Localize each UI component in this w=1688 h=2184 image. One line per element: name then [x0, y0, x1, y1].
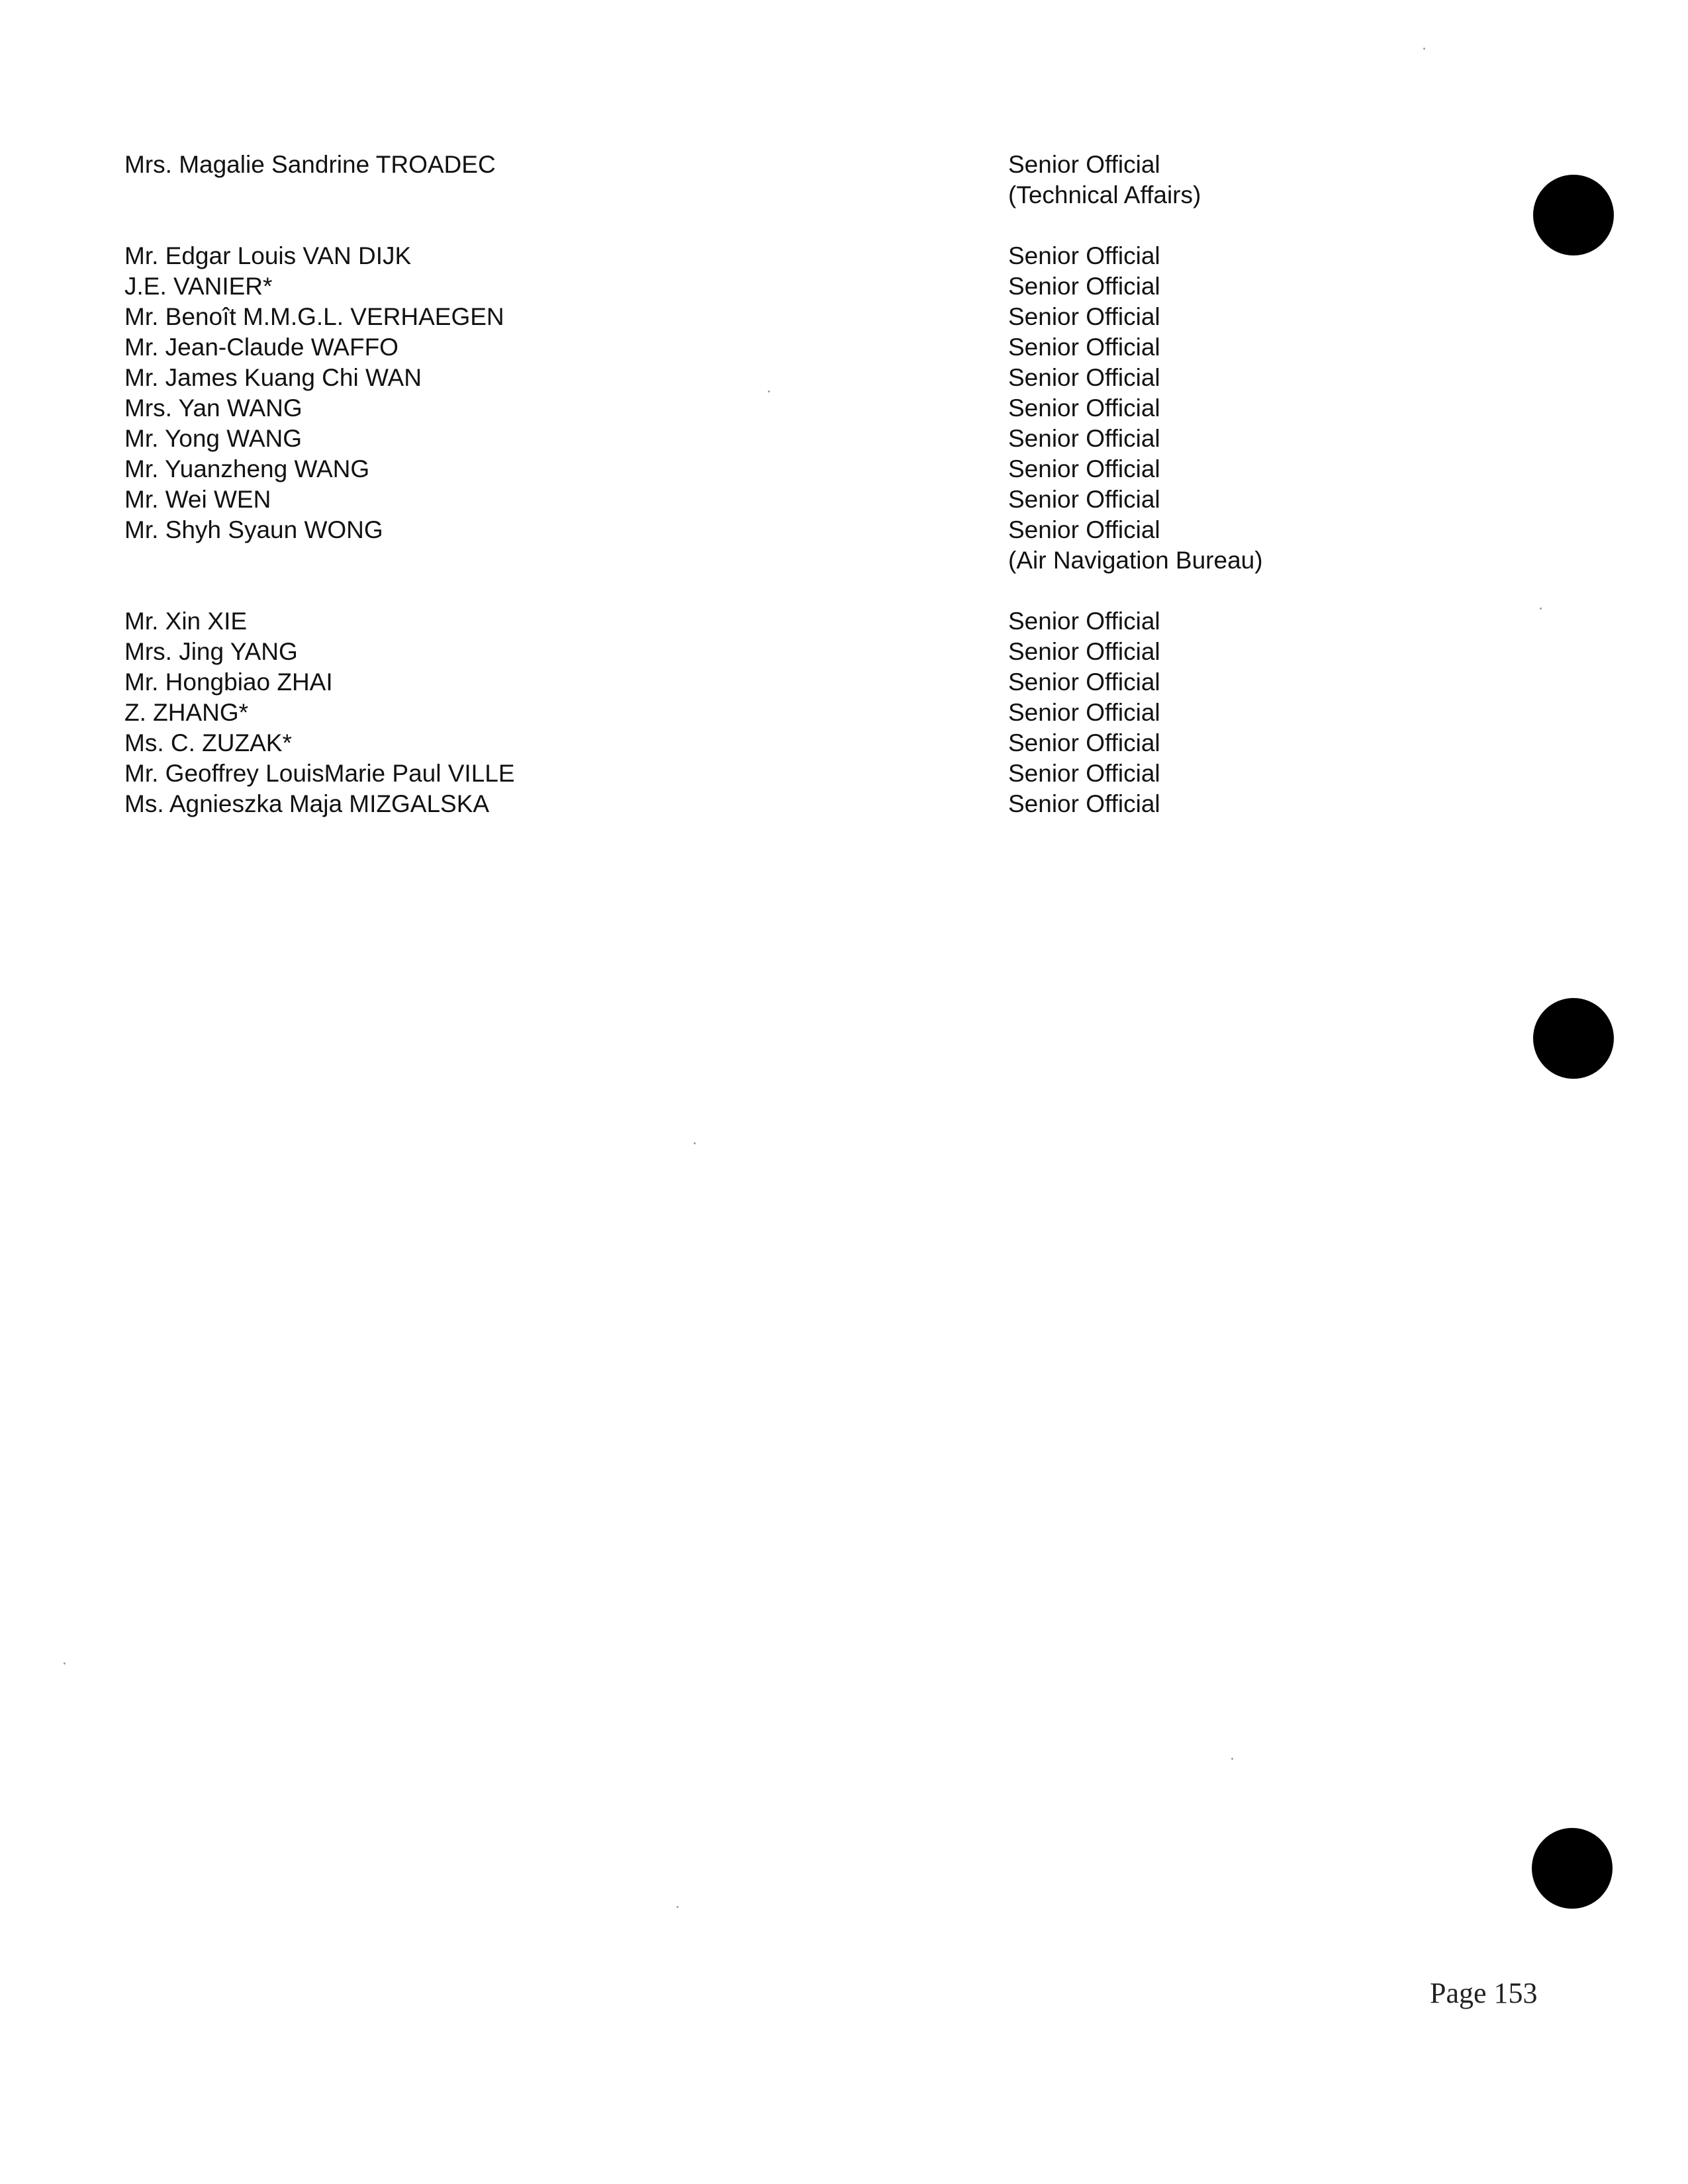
person-name: Mr. Xin XIE — [124, 608, 248, 635]
person-name: Mr. Jean-Claude WAFFO — [124, 334, 399, 361]
person-name: J.E. VANIER* — [124, 273, 273, 300]
title-text: Senior Official — [1008, 516, 1160, 543]
page-number: Page 153 — [1430, 1977, 1538, 2009]
list-item — [124, 698, 1548, 728]
list-item — [124, 393, 1548, 424]
person-title: Senior Official — [1008, 364, 1160, 391]
person-title: Senior Official — [1008, 729, 1160, 756]
list-item — [124, 150, 1548, 210]
person-title: Senior Official — [1008, 425, 1160, 452]
person-name: Mr. Edgar Louis VAN DIJK — [124, 242, 412, 269]
scan-speck — [694, 1142, 696, 1144]
list-item — [124, 515, 1548, 576]
list-item — [124, 271, 1548, 302]
punch-hole-icon — [1533, 998, 1614, 1079]
list-item — [124, 454, 1548, 484]
scan-speck — [677, 1906, 679, 1908]
title-subtitle: (Air Navigation Bureau) — [1008, 547, 1263, 574]
person-name: Mr. Geoffrey LouisMarie Paul VILLE — [124, 760, 515, 787]
list-item — [124, 789, 1548, 819]
person-title — [1008, 150, 1201, 210]
person-name: Mr. Hongbiao ZHAI — [124, 668, 333, 696]
person-title — [1008, 515, 1263, 576]
list-item — [124, 332, 1548, 363]
person-title: Senior Official — [1008, 638, 1160, 665]
person-name: Ms. C. ZUZAK* — [124, 729, 292, 756]
list-item — [124, 728, 1548, 758]
title-subtitle: (Technical Affairs) — [1008, 181, 1201, 208]
list-item — [124, 667, 1548, 698]
scan-speck — [1423, 48, 1425, 50]
list-item — [124, 241, 1548, 271]
title-text: Senior Official — [1008, 151, 1160, 178]
list-item — [124, 758, 1548, 789]
person-title: Senior Official — [1008, 760, 1160, 787]
person-title: Senior Official — [1008, 273, 1160, 300]
scan-speck — [1540, 608, 1542, 610]
person-name: Mr. Yuanzheng WANG — [124, 455, 370, 482]
punch-hole-icon — [1532, 1828, 1613, 1909]
person-name: Mrs. Magalie Sandrine TROADEC — [124, 151, 496, 178]
scan-speck — [1231, 1758, 1233, 1760]
person-name: Mrs. Jing YANG — [124, 638, 298, 665]
person-name: Mr. Shyh Syaun WONG — [124, 516, 383, 543]
staff-list — [124, 150, 1548, 819]
list-item — [124, 424, 1548, 454]
list-item — [124, 302, 1548, 332]
person-name: Ms. Agnieszka Maja MIZGALSKA — [124, 790, 490, 817]
person-title: Senior Official — [1008, 455, 1160, 482]
person-title: Senior Official — [1008, 334, 1160, 361]
person-title: Senior Official — [1008, 486, 1160, 513]
person-title: Senior Official — [1008, 790, 1160, 817]
scan-speck — [768, 390, 770, 392]
list-item — [124, 484, 1548, 515]
list-item — [124, 606, 1548, 637]
scan-speck — [64, 1662, 66, 1664]
person-title: Senior Official — [1008, 608, 1160, 635]
person-name: Mr. Yong WANG — [124, 425, 303, 452]
punch-hole-icon — [1533, 175, 1614, 255]
person-title: Senior Official — [1008, 394, 1160, 422]
person-name: Mr. James Kuang Chi WAN — [124, 364, 422, 391]
person-title: Senior Official — [1008, 699, 1160, 726]
person-name: Mrs. Yan WANG — [124, 394, 303, 422]
list-item — [124, 363, 1548, 393]
person-title: Senior Official — [1008, 242, 1160, 269]
person-title: Senior Official — [1008, 303, 1160, 330]
person-title: Senior Official — [1008, 668, 1160, 696]
person-name: Z. ZHANG* — [124, 699, 249, 726]
person-name: Mr. Wei WEN — [124, 486, 271, 513]
person-name: Mr. Benoît M.M.G.L. VERHAEGEN — [124, 303, 504, 330]
list-item — [124, 637, 1548, 667]
